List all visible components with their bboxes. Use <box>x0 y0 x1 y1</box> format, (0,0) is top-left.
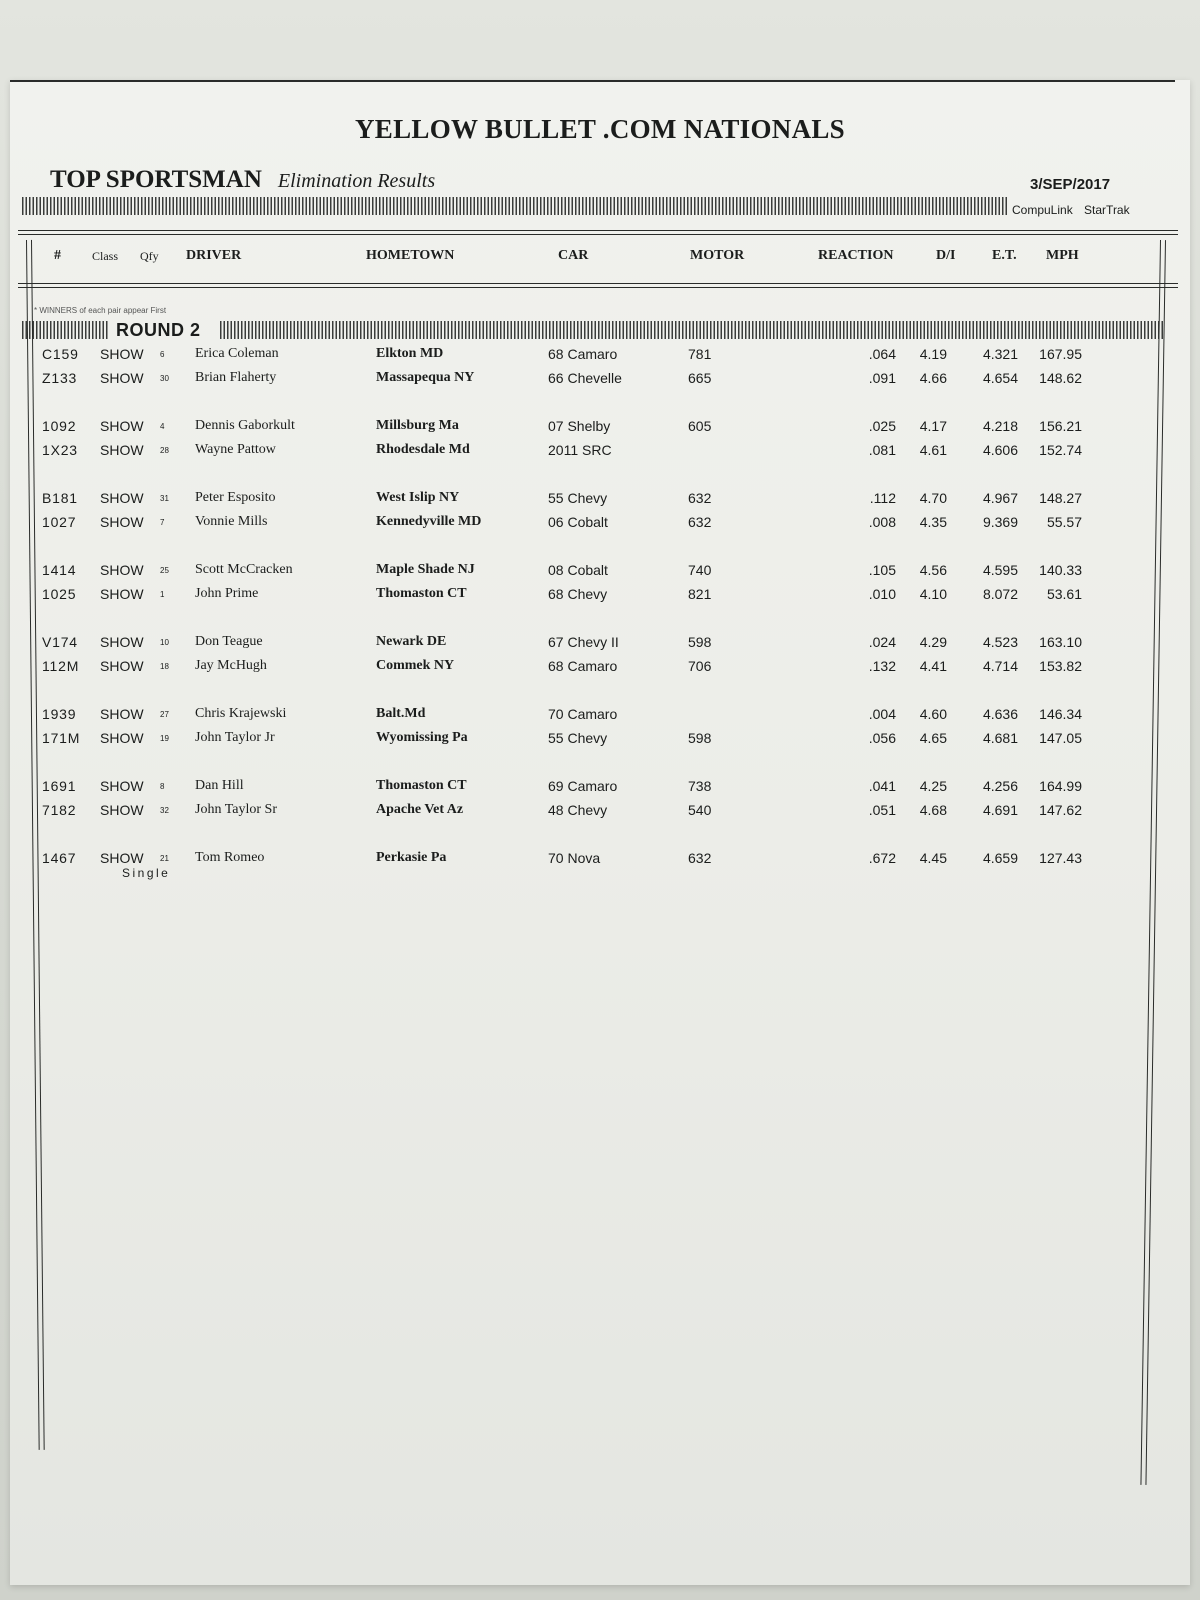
row-car: 48 Chevy <box>548 802 608 818</box>
row-dial-in: 4.19 <box>919 346 947 362</box>
row-mph: 147.05 <box>1039 730 1082 746</box>
row-car: 68 Camaro <box>548 658 618 674</box>
row-car: 70 Camaro <box>548 706 618 722</box>
row-hometown: Balt.Md <box>376 706 426 721</box>
row-driver: Jay McHugh <box>195 658 267 673</box>
row-qualifier: 1 <box>160 590 165 599</box>
row-qualifier: 27 <box>160 710 169 719</box>
row-class: SHOW <box>100 562 144 578</box>
table-row <box>10 802 1190 824</box>
row-et: 4.691 <box>982 802 1018 818</box>
row-motor: 632 <box>688 514 712 530</box>
col-num: # <box>54 248 61 263</box>
row-number: Z133 <box>42 370 78 386</box>
winners-note: * WINNERS of each pair appear First <box>34 306 167 315</box>
row-car: 70 Nova <box>548 850 601 866</box>
row-dial-in: 4.66 <box>919 370 947 386</box>
class-title: TOP SPORTSMAN <box>50 166 262 193</box>
row-number: 1939 <box>42 706 77 722</box>
event-date: 3/SEP/2017 <box>1030 176 1111 193</box>
row-mph: 55.57 <box>1046 514 1082 530</box>
row-mph: 164.99 <box>1039 778 1082 794</box>
row-reaction: .081 <box>868 442 896 458</box>
row-hometown: Maple Shade NJ <box>376 562 475 577</box>
row-reaction: .064 <box>868 346 896 362</box>
row-reaction: .091 <box>868 370 896 386</box>
row-motor: 740 <box>688 562 712 578</box>
row-qualifier: 30 <box>160 374 169 383</box>
row-qualifier: 19 <box>160 734 169 743</box>
row-reaction: .008 <box>868 514 896 530</box>
row-qualifier: 21 <box>160 854 169 863</box>
table-row <box>10 418 1190 440</box>
row-qualifier: 25 <box>160 566 169 575</box>
row-class: SHOW <box>100 490 144 506</box>
top-rule <box>10 80 1175 82</box>
row-motor: 632 <box>688 490 712 506</box>
credit-startrak: StarTrak <box>1084 203 1130 217</box>
row-reaction: .056 <box>868 730 896 746</box>
row-car: 55 Chevy <box>548 730 608 746</box>
row-number: B181 <box>42 490 78 506</box>
row-hometown: Newark DE <box>376 634 447 649</box>
header-hatch-rule <box>22 197 1007 215</box>
row-number: V174 <box>42 634 78 650</box>
row-dial-in: 4.68 <box>919 802 947 818</box>
row-hometown: Commek NY <box>376 658 455 673</box>
row-hometown: Wyomissing Pa <box>376 730 468 745</box>
row-mph: 148.62 <box>1039 370 1082 386</box>
row-driver: John Taylor Jr <box>195 730 275 745</box>
col-di: D/I <box>936 248 956 263</box>
row-class: SHOW <box>100 442 144 458</box>
row-hometown: Kennedyville MD <box>376 514 482 529</box>
row-mph: 147.62 <box>1039 802 1082 818</box>
row-hometown: West Islip NY <box>376 490 460 505</box>
table-row <box>10 346 1190 368</box>
row-dial-in: 4.65 <box>919 730 947 746</box>
round-hatch-left <box>22 321 108 339</box>
row-et: 8.072 <box>982 586 1018 602</box>
row-class: SHOW <box>100 370 144 386</box>
table-row <box>10 442 1190 464</box>
table-row <box>10 778 1190 800</box>
row-et: 4.595 <box>982 562 1018 578</box>
table-row <box>10 850 1190 872</box>
row-motor: 738 <box>688 778 712 794</box>
subtitle-row <box>50 166 435 194</box>
row-class: SHOW <box>100 634 144 650</box>
row-hometown: Apache Vet Az <box>376 802 464 817</box>
row-qualifier: 31 <box>160 494 169 503</box>
row-driver: John Prime <box>195 586 259 601</box>
row-driver: Erica Coleman <box>195 346 279 361</box>
table-row <box>10 514 1190 536</box>
row-car: 55 Chevy <box>548 490 608 506</box>
table-row <box>10 634 1190 656</box>
row-mph: 163.10 <box>1039 634 1082 650</box>
row-driver: Vonnie Mills <box>195 514 268 529</box>
col-qfy: Qfy <box>140 249 159 263</box>
row-class: SHOW <box>100 802 144 818</box>
row-reaction: .024 <box>868 634 896 650</box>
row-qualifier: 28 <box>160 446 169 455</box>
single-label: Single <box>122 866 171 880</box>
row-class: SHOW <box>100 418 144 434</box>
row-reaction: .132 <box>868 658 896 674</box>
row-hometown: Perkasie Pa <box>376 850 447 865</box>
row-mph: 156.21 <box>1039 418 1082 434</box>
row-mph: 140.33 <box>1039 562 1082 578</box>
table-row <box>10 706 1190 728</box>
table-row <box>10 490 1190 512</box>
row-class: SHOW <box>100 658 144 674</box>
row-qualifier: 32 <box>160 806 169 815</box>
row-reaction: .105 <box>868 562 896 578</box>
row-car: 06 Cobalt <box>548 514 608 530</box>
row-et: 4.967 <box>982 490 1018 506</box>
results-subtitle: Elimination Results <box>277 170 436 192</box>
row-reaction: .010 <box>868 586 896 602</box>
row-hometown: Thomaston CT <box>376 586 467 601</box>
row-hometown: Rhodesdale Md <box>376 442 470 457</box>
row-qualifier: 6 <box>160 350 165 359</box>
round-label: ROUND 2 <box>116 320 201 340</box>
row-class: SHOW <box>100 706 144 722</box>
table-row <box>10 586 1190 608</box>
row-et: 9.369 <box>982 514 1018 530</box>
row-car: 69 Camaro <box>548 778 618 794</box>
row-dial-in: 4.17 <box>919 418 947 434</box>
row-mph: 148.27 <box>1039 490 1082 506</box>
table-row <box>10 562 1190 584</box>
row-et: 4.256 <box>982 778 1018 794</box>
row-car: 68 Camaro <box>548 346 618 362</box>
row-car: 68 Chevy <box>548 586 608 602</box>
row-mph: 146.34 <box>1039 706 1082 722</box>
row-number: 1691 <box>42 778 77 794</box>
row-car: 07 Shelby <box>548 418 611 434</box>
row-dial-in: 4.25 <box>919 778 947 794</box>
row-dial-in: 4.56 <box>919 562 947 578</box>
round-hatch-right <box>220 321 1165 339</box>
table-row <box>10 658 1190 680</box>
row-class: SHOW <box>100 586 144 602</box>
row-qualifier: 10 <box>160 638 169 647</box>
row-et: 4.681 <box>982 730 1018 746</box>
row-motor: 632 <box>688 850 712 866</box>
row-mph: 153.82 <box>1039 658 1082 674</box>
row-class: SHOW <box>100 730 144 746</box>
row-driver: Dan Hill <box>195 778 244 793</box>
row-motor: 540 <box>688 802 712 818</box>
row-number: 1467 <box>42 850 77 866</box>
row-reaction: .051 <box>868 802 896 818</box>
row-number: 112M <box>42 658 80 674</box>
col-et: E.T. <box>992 248 1017 263</box>
col-class: Class <box>92 249 119 263</box>
row-number: 1027 <box>42 514 77 530</box>
row-dial-in: 4.35 <box>919 514 947 530</box>
round-bar <box>22 320 1167 342</box>
row-driver: Don Teague <box>195 634 263 649</box>
table-row <box>10 370 1190 392</box>
column-header-row <box>10 248 1190 270</box>
row-hometown: Massapequa NY <box>376 370 475 385</box>
row-reaction: .112 <box>869 490 896 506</box>
header-top-rule <box>18 230 1178 235</box>
row-dial-in: 4.29 <box>919 634 947 650</box>
row-number: C159 <box>42 346 79 362</box>
col-hometown: HOMETOWN <box>366 248 455 263</box>
col-motor: MOTOR <box>690 248 745 263</box>
col-mph: MPH <box>1046 248 1079 263</box>
row-motor: 781 <box>688 346 712 362</box>
row-reaction: .041 <box>868 778 896 794</box>
row-number: 1X23 <box>42 442 78 458</box>
row-class: SHOW <box>100 346 144 362</box>
event-title: YELLOW BULLET .COM NATIONALS <box>354 114 845 144</box>
row-driver: Chris Krajewski <box>195 706 287 721</box>
col-reaction: REACTION <box>818 248 894 263</box>
row-car: 2011 SRC <box>548 442 612 458</box>
row-motor: 605 <box>688 418 712 434</box>
row-reaction: .672 <box>868 850 896 866</box>
row-et: 4.659 <box>982 850 1018 866</box>
row-driver: Peter Esposito <box>195 490 276 505</box>
results-sheet <box>10 80 1190 1585</box>
row-et: 4.523 <box>982 634 1018 650</box>
row-motor: 665 <box>688 370 712 386</box>
row-mph: 127.43 <box>1039 850 1082 866</box>
row-qualifier: 8 <box>160 782 165 791</box>
row-hometown: Thomaston CT <box>376 778 467 793</box>
row-et: 4.654 <box>982 370 1018 386</box>
row-class: SHOW <box>100 778 144 794</box>
row-class: SHOW <box>100 850 144 866</box>
col-car: CAR <box>558 248 589 263</box>
col-driver: DRIVER <box>186 248 242 263</box>
row-car: 67 Chevy II <box>548 634 619 650</box>
row-reaction: .004 <box>868 706 896 722</box>
row-number: 171M <box>42 730 81 746</box>
credits <box>1012 203 1130 217</box>
row-motor: 598 <box>688 634 712 650</box>
credit-compulink: CompuLink <box>1012 203 1073 217</box>
row-qualifier: 18 <box>160 662 169 671</box>
row-dial-in: 4.10 <box>919 586 947 602</box>
row-car: 08 Cobalt <box>548 562 608 578</box>
row-qualifier: 4 <box>160 422 165 431</box>
row-motor: 598 <box>688 730 712 746</box>
row-et: 4.636 <box>982 706 1018 722</box>
row-driver: Tom Romeo <box>195 850 265 865</box>
row-driver: John Taylor Sr <box>195 802 277 817</box>
row-mph: 167.95 <box>1039 346 1082 362</box>
row-et: 4.321 <box>982 346 1018 362</box>
row-car: 66 Chevelle <box>548 370 622 386</box>
row-driver: Brian Flaherty <box>195 370 277 385</box>
row-et: 4.218 <box>982 418 1018 434</box>
row-number: 7182 <box>42 802 77 818</box>
row-dial-in: 4.41 <box>919 658 947 674</box>
row-dial-in: 4.70 <box>919 490 947 506</box>
row-driver: Scott McCracken <box>195 562 293 577</box>
row-number: 1092 <box>42 418 77 434</box>
header-bottom-rule <box>18 283 1178 288</box>
table-row <box>10 730 1190 752</box>
row-et: 4.606 <box>982 442 1018 458</box>
row-dial-in: 4.60 <box>919 706 947 722</box>
row-hometown: Millsburg Ma <box>376 418 459 433</box>
row-motor: 706 <box>688 658 712 674</box>
row-et: 4.714 <box>982 658 1018 674</box>
row-motor: 821 <box>688 586 712 602</box>
row-class: SHOW <box>100 514 144 530</box>
row-dial-in: 4.45 <box>919 850 947 866</box>
row-reaction: .025 <box>868 418 896 434</box>
row-mph: 53.61 <box>1046 586 1082 602</box>
row-mph: 152.74 <box>1039 442 1082 458</box>
row-hometown: Elkton MD <box>376 346 444 361</box>
row-number: 1025 <box>42 586 77 602</box>
row-driver: Wayne Pattow <box>195 442 276 457</box>
row-driver: Dennis Gaborkult <box>195 418 295 433</box>
row-number: 1414 <box>42 562 77 578</box>
row-qualifier: 7 <box>160 518 165 527</box>
row-dial-in: 4.61 <box>919 442 947 458</box>
